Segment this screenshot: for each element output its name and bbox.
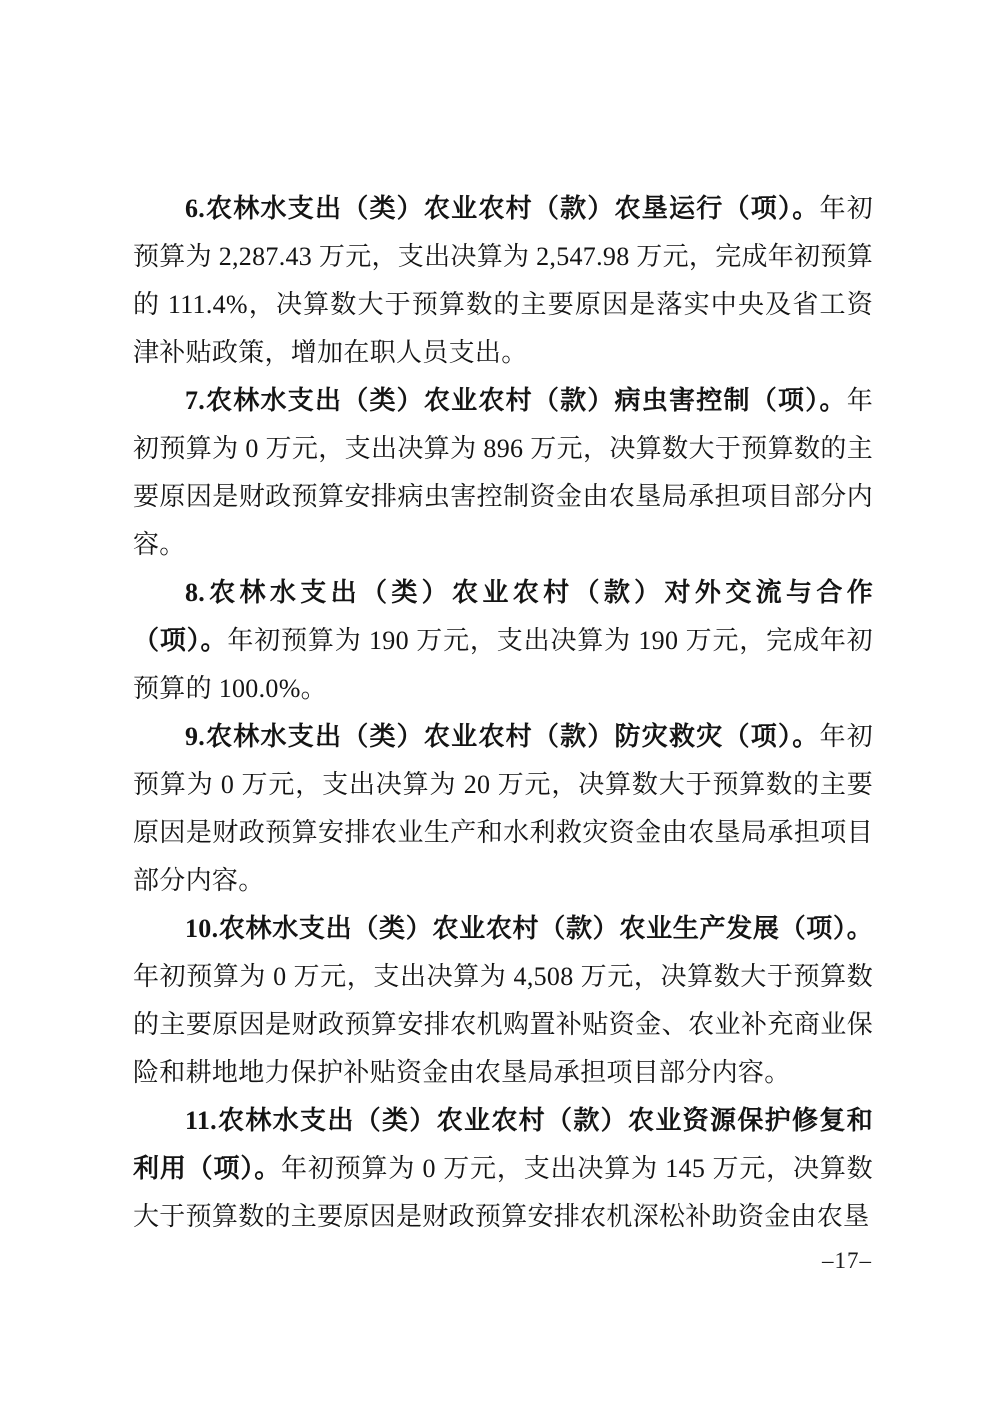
budget-item-10-paragraph <box>133 905 873 1097</box>
budget-item-6-paragraph <box>133 185 873 377</box>
budget-item-9-heading: 9.农林水支出（类）农业农村（款）防灾救灾（项）。 <box>185 722 820 751</box>
page-number: –17– <box>822 1248 872 1273</box>
budget-item-8-body: 年初预算为 190 万元，支出决算为 190 万元，完成年初预算的 100.0%。 <box>133 626 873 703</box>
document-body <box>133 185 873 1241</box>
budget-item-9-body: 年初预算为 0 万元，支出决算为 20 万元，决算数大于预算数的主要原因是财政预算安排农业生产和水利救灾资金由农垦局承担项目部分内容。 <box>133 722 873 895</box>
budget-item-8-paragraph <box>133 569 873 713</box>
budget-item-6-heading: 6.农林水支出（类）农业农村（款）农垦运行（项）。 <box>185 194 820 223</box>
budget-item-7-paragraph <box>133 377 873 569</box>
budget-item-8-heading: 8.农林水支出（类）农业农村（款）对外交流与合作（项）。 <box>133 578 873 655</box>
budget-item-11-paragraph <box>133 1097 873 1241</box>
budget-item-7-body: 年初预算为 0 万元，支出决算为 896 万元，决算数大于预算数的主要原因是财政预算安排病虫害控制资金由农垦局承担项目部分内容。 <box>133 386 873 559</box>
budget-item-10-heading: 10.农林水支出（类）农业农村（款）农业生产发展（项）。 <box>185 914 873 943</box>
budget-item-6-body: 年初预算为 2,287.43 万元，支出决算为 2,547.98 万元，完成年初预算的 111.4%，决算数大于预算数的主要原因是落实中央及省工资津补贴政策，增加在职人员支出。 <box>133 194 874 367</box>
budget-item-11-body: 年初预算为 0 万元，支出决算为 145 万元，决算数大于预算数的主要原因是财政预算安排农机深松补助资金由农垦 <box>133 1154 873 1231</box>
budget-item-9-paragraph <box>133 713 873 905</box>
budget-item-11-heading: 11.农林水支出（类）农业农村（款）农业资源保护修复和利用（项）。 <box>133 1106 873 1183</box>
budget-item-7-heading: 7.农林水支出（类）农业农村（款）病虫害控制（项）。 <box>185 386 847 415</box>
budget-item-10-body: 年初预算为 0 万元，支出决算为 4,508 万元，决算数大于预算数的主要原因是财政预算安排农机购置补贴资金、农业补充商业保险和耕地地力保护补贴资金由农垦局承担项目部分内容。 <box>133 962 873 1087</box>
